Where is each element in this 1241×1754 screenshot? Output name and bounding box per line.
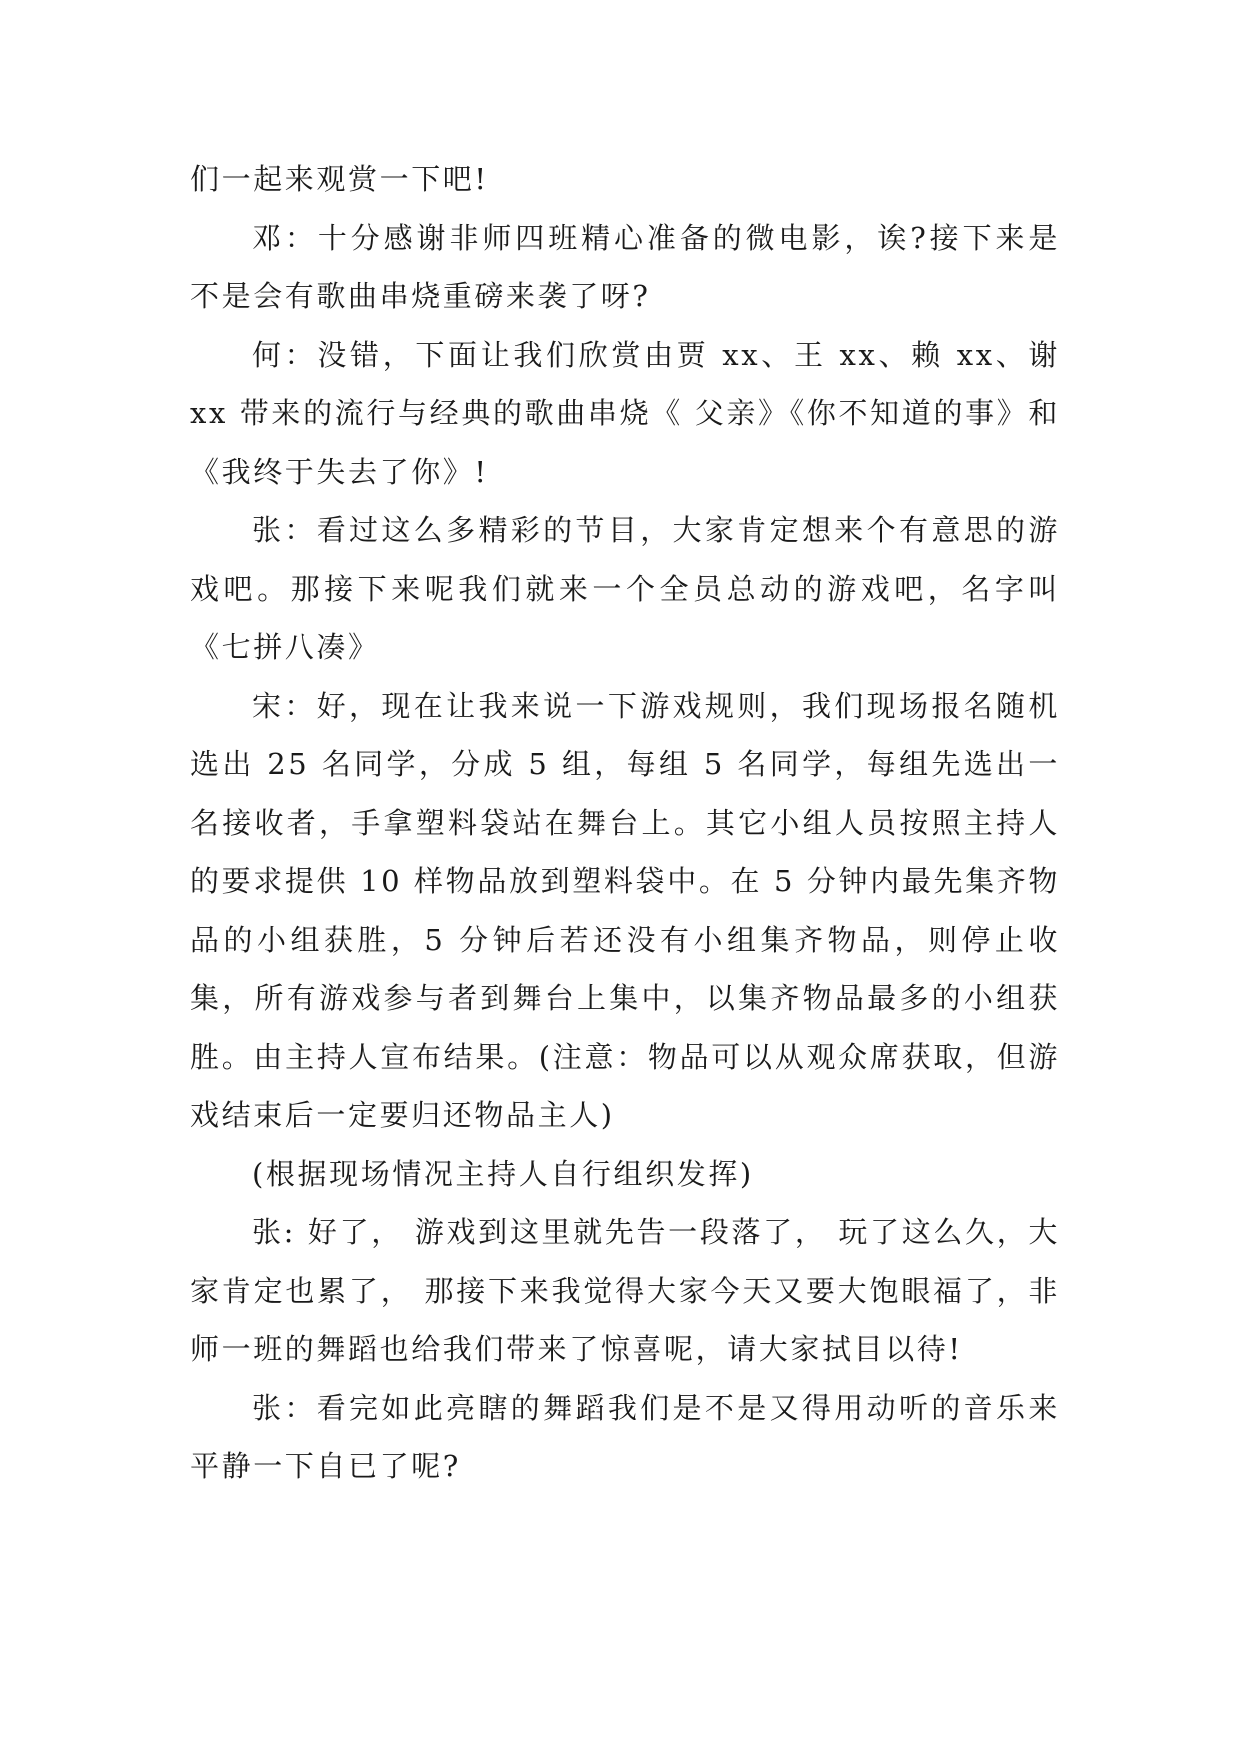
paragraph-zhang-dance-intro: 张: 好了， 游戏到这里就先告一段落了， 玩了这么久，大家肯定也累了， 那接下来我觉得大家今天又要大饱眼福了，非师一班的舞蹈也给我们带来了惊喜呢，请大家拭目以待! <box>190 1215 1060 1366</box>
paragraph-continuation: 们一起来观赏一下吧! <box>190 162 489 196</box>
document-body <box>190 150 1060 1496</box>
paragraph-he: 何：没错，下面让我们欣赏由贾 xx、王 xx、赖 xx、谢 xx 带来的流行与经典的歌曲串烧《 父亲》《你不知道的事》和《我终于失去了你》! <box>190 337 1060 489</box>
paragraph-song-rules: 宋：好，现在让我来说一下游戏规则，我们现场报名随机选出 25 名同学，分成 5 组，每组 5 名同学，每组先选出一名接收者，手拿塑料袋站在舞台上。其它小组人员按照主持人的要求提供 10 样物品放到塑料袋中。在 5 分钟内最先集齐物品的小组获胜，5 分钟后若还没有小组集齐物品，则停止收集，所有游戏参与者到舞台上集中，以集齐物品最多的小组获胜。由主持人宣布结果。(注意：物品可以从观众席获取，但游戏结束后一定要归还物品主人) <box>190 688 1060 1132</box>
paragraph-deng: 邓：十分感谢非师四班精心准备的微电影，诶?接下来是不是会有歌曲串烧重磅来袭了呀? <box>190 220 1060 313</box>
paragraph-zhang-music-intro: 张：看完如此亮瞎的舞蹈我们是不是又得用动听的音乐来平静一下自已了呢? <box>190 1390 1060 1483</box>
paragraph-stage-note: (根据现场情况主持人自行组织发挥) <box>252 1156 754 1191</box>
paragraph-zhang-game-intro: 张：看过这么多精彩的节目，大家肯定想来个有意思的游戏吧。那接下来呢我们就来一个全员总动的游戏吧，名字叫《七拼八凑》 <box>190 513 1060 664</box>
